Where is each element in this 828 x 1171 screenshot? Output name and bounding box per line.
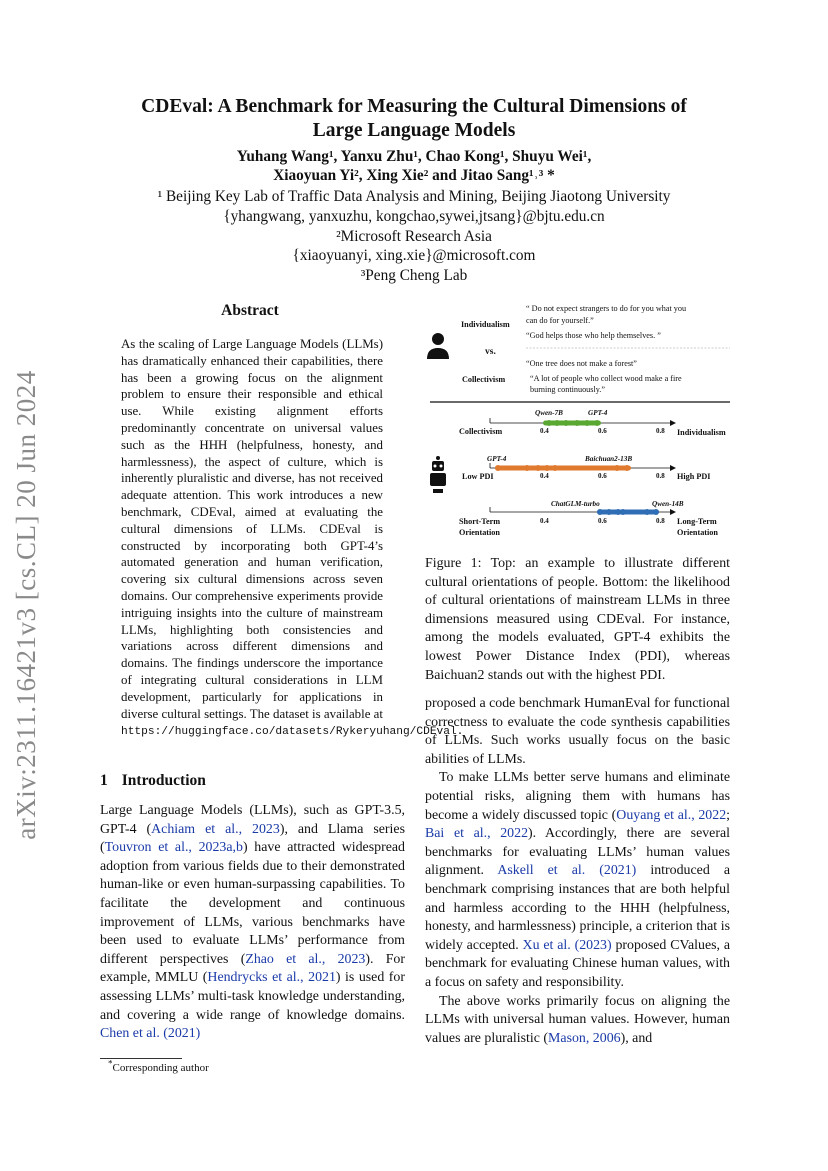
tick-0.4: 0.4 — [540, 517, 549, 525]
model-point — [563, 420, 569, 426]
model-point — [554, 420, 560, 426]
abstract-text: As the scaling of Large Language Models (LLMs) has dramatically enhanced their capabilities, there has been a growing focus on the alignment problem to ensure their responsible and ethical use. While existing alignment efforts predominantly concentrate on universal values such as the HHH (helpfulness, honesty, and harmlessness), the aspect of culture, which is inherently pluralistic and diverse, has not received adequate attention. This work introduces a new benchmark, CDEval, aimed at evaluating the cultural dimensions of LLMs. CDEval is constructed by incorporating both GPT-4’s automated generation and human verification, covering six cultural dimensions across seven domains. Our comprehensive experiments provide intriguing insights into the culture of mainstream LLMs, highlighting both consistencies and variations across different dimensions and domains. The findings underscore the importance of integrating cultural considerations in LLM development, particularly for applications in diverse cultural settings. The dataset is available at — [121, 337, 383, 721]
model-point — [544, 465, 550, 471]
model-point — [546, 420, 552, 426]
citation-link[interactable]: Chen et al. (2021) — [100, 1026, 201, 1042]
affiliation-2: ²Microsoft Research Asia — [336, 227, 492, 245]
model-point — [552, 465, 558, 471]
tick-0.4: 0.4 — [540, 472, 549, 480]
tick-0.6: 0.6 — [598, 517, 607, 525]
person-icon — [427, 333, 449, 359]
email-2: {xiaoyuanyi, xing.xie}@microsoft.com — [292, 247, 536, 265]
citation-link[interactable]: Hendrycks et al., 2021 — [207, 970, 336, 986]
label-qwen-14b: Qwen-14B — [652, 500, 684, 508]
title-line-1: CDEval: A Benchmark for Measuring the Cultural Dimensions of — [141, 96, 687, 117]
label-baichuan2-13b: Baichuan2-13B — [585, 455, 633, 463]
citation-link[interactable]: Mason, 2006 — [548, 1030, 621, 1046]
citation-link[interactable]: Zhao et al., 2023 — [245, 951, 366, 967]
label-gpt4-axis2: GPT-4 — [487, 455, 507, 463]
model-point — [574, 420, 580, 426]
section-heading-introduction — [100, 772, 206, 790]
model-point — [606, 509, 612, 515]
title-line-2: Large Language Models — [312, 120, 516, 141]
paper-title — [0, 95, 828, 143]
footnote-text: Corresponding author — [112, 1062, 209, 1074]
citation-link[interactable]: Xu et al. (2023) — [522, 937, 612, 953]
model-point — [594, 420, 600, 426]
model-point — [584, 420, 590, 426]
abstract-heading: Abstract — [221, 302, 279, 319]
model-point — [524, 465, 530, 471]
section-title: Introduction — [121, 772, 206, 789]
tick-0.6: 0.6 — [598, 472, 607, 480]
arxiv-identifier: arXiv:2311.16421v3 [cs.CL] 20 Jun 2024 — [11, 370, 41, 840]
citation-link[interactable]: Ouyang et al., 2022 — [616, 807, 727, 823]
label-gpt4-axis1: GPT-4 — [588, 409, 608, 417]
quote-4a: “A lot of people who collect wood make a fire — [530, 374, 682, 383]
model-point — [614, 465, 620, 471]
pdi-range-bar — [495, 466, 631, 471]
dataset-link[interactable]: https://huggingface.co/datasets/Rykeryuhang/CDEval. — [121, 726, 464, 739]
label-vs: vs. — [485, 347, 496, 357]
tick-0.8: 0.8 — [656, 427, 665, 435]
model-point — [597, 509, 603, 515]
section-number: 1 — [100, 772, 108, 789]
quote-1b: can do for yourself.” — [526, 316, 594, 325]
quote-3: “One tree does not make a forest” — [526, 359, 637, 368]
figure-caption: Figure 1: Top: an example to illustrate different cultural orientations of people. Bottom: the likelihood of cultural orientations of mainstream LLMs in three dimensions measured using CDEval. For instance, among the models evaluated, GPT-4 exhibits the lowest Power Distance Index (PDI), whereas Baichuan2 stands out with the highest PDI. — [425, 556, 730, 683]
tick-0.8: 0.8 — [656, 517, 665, 525]
citation-link[interactable]: Achiam et al., 2023 — [151, 821, 280, 837]
robot-icon — [430, 456, 446, 493]
label-collectivism: Collectivism — [462, 375, 506, 384]
affiliation-3: ³Peng Cheng Lab — [360, 267, 468, 285]
intro-text: Large Language Models (LLMs), such as GPT-3.5, GPT-4 (Achiam et al., 2023), and Llama series (Touvron et al., 2023a,b) have attracted widespread adoption from various fields due to their demonstrated human-like or even human-surpassing capabilities. To facilitate the development and continuous improvement of LLMs, various benchmarks have been used to evaluate LLMs’ performance from different perspectives (Zhao et al., 2023). For example, MMLU (Hendrycks et al., 2021) is used for assessing LLMs’ multi-task knowledge understanding, and covering a wide range of knowledge domains. Chen et al. (2021) — [100, 803, 406, 1042]
axis3-right-label-b: Orientation — [677, 528, 718, 537]
model-point — [495, 465, 501, 471]
axis-individualism — [459, 409, 726, 437]
intro-paragraph — [100, 802, 405, 1044]
quote-2: “God helps those who help themselves. ” — [526, 331, 661, 340]
citation-link[interactable]: Touvron et al., 2023a,b — [104, 840, 243, 856]
paragraph-alignment: To make LLMs better serve humans and eliminate potential risks, aligning them with humans has become a widely discussed topic (Ouyang et al., 2022; Bai et al., 2022). Accordingly, there are several benchmarks for evaluating LLMs’ human values alignment. Askell et al. (2021) introduced a benchmark comprising instances that are both helpful and harmless according to the HHH (helpfulness, honesty, and harmlessness) principle, a criterion that is widely accepted. Xu et al. (2023) proposed CValues, a benchmark for evaluating Chinese human values, with a focus on safety and responsibility. — [425, 770, 731, 990]
axis2-right-label: High PDI — [677, 472, 711, 481]
model-point — [620, 509, 626, 515]
model-point — [644, 509, 650, 515]
axis1-left-label: Collectivism — [459, 427, 503, 436]
paragraph-humaneval: proposed a code benchmark HumanEval for functional correctness to evaluate the code synthesis capabilities of LLMs. Such works usually focus on the basic abilities of LLMs. — [425, 696, 730, 767]
axis-arrow-icon — [670, 420, 676, 426]
abstract-body — [121, 336, 464, 741]
axis-arrow-icon — [670, 465, 676, 471]
citation-link[interactable]: Bai et al., 2022 — [425, 826, 529, 842]
axis3-left-label-a: Short-Term — [459, 517, 501, 526]
label-qwen-7b: Qwen-7B — [535, 409, 563, 417]
model-point — [624, 465, 630, 471]
tick-0.6: 0.6 — [598, 427, 607, 435]
citation-link[interactable]: Askell et al. (2021) — [497, 863, 637, 879]
quote-4b: burning continuously.” — [530, 385, 605, 394]
author-list — [0, 147, 828, 185]
email-1: {yhangwang, yanxuzhu, kongchao,sywei,jtsang}@bjtu.edu.cn — [223, 207, 605, 225]
quote-1a: “ Do not expect strangers to do for you what you — [526, 304, 687, 313]
tick-0.8: 0.8 — [656, 472, 665, 480]
affiliation-1: ¹ Beijing Key Lab of Traffic Data Analysis and Mining, Beijing Jiaotong University — [157, 188, 671, 205]
axis1-right-label: Individualism — [677, 428, 726, 437]
model-point — [653, 509, 659, 515]
paragraph-pluralistic: The above works primarily focus on aligning the LLMs with universal human values. However, human values are pluralistic (Mason, 2006), and — [425, 993, 730, 1046]
affiliations — [0, 187, 828, 286]
authors-line-1: Yuhang Wang¹, Yanxu Zhu¹, Chao Kong¹, Shuyu Wei¹, — [236, 148, 592, 165]
footnote: *Corresponding author — [108, 1058, 209, 1074]
model-point — [535, 465, 541, 471]
axis2-left-label: Low PDI — [462, 472, 494, 481]
label-individualism: Individualism — [461, 320, 510, 329]
axis-arrow-icon — [670, 509, 676, 515]
axis3-left-label-b: Orientation — [459, 528, 500, 537]
figure-1 — [425, 298, 735, 548]
tick-0.4: 0.4 — [540, 427, 549, 435]
label-chatglm-turbo: ChatGLM-turbo — [551, 500, 600, 508]
axis3-right-label-a: Long-Term — [677, 517, 717, 526]
right-column-text — [425, 695, 730, 1048]
axis-long-term-orientation — [459, 500, 718, 537]
authors-line-2: Xiaoyuan Yi², Xing Xie² and Jitao Sang¹˒³ * — [273, 167, 555, 184]
axis-power-distance — [430, 455, 710, 493]
